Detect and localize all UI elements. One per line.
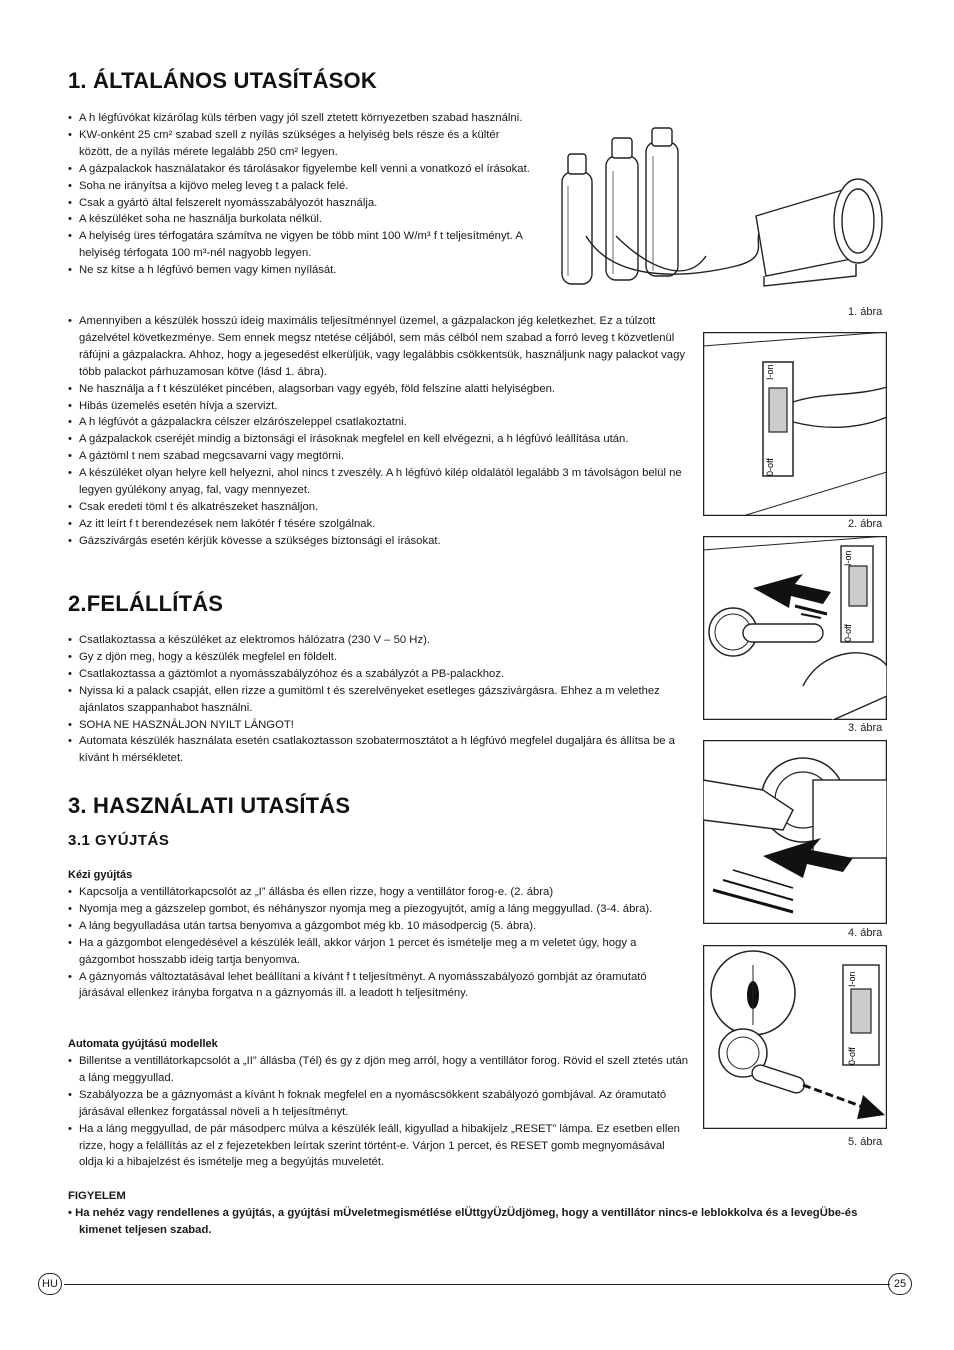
- list-item: • Az itt leírt f t berendezések nem lakótér f tésére szolgálnak.: [68, 516, 686, 533]
- section-1-list: [68, 110, 530, 279]
- list-item: • Ne sz kítse a h légfúvó bemen vagy kimen nyílását.: [68, 262, 530, 279]
- section-3-title: 3. HASZNÁLATI UTASÍTÁS: [68, 793, 351, 818]
- list-item: • Hibás üzemelés esetén hívja a szervizt.: [68, 398, 686, 415]
- figure-5-gauge: [703, 945, 887, 1129]
- list-item: • A láng begyulladása után tartsa benyomva a gázgombot még kb. 10 másodpercig (5. ábra).: [68, 918, 690, 935]
- warning-text: • Ha nehéz vagy rendellenes a gyújtás, a gyújtási mÜveletmegismétlése elÜttgyÜzÜdjömeg, hogy a ventillátor nincs-e leblokkolva és a levegÜbe-és kimenet teljesen szabad.: [68, 1207, 858, 1236]
- figure-2-caption: 2. ábra: [848, 518, 883, 530]
- list-item: • Gy z djön meg, hogy a készülék megfelel en földelt.: [68, 649, 690, 666]
- figure-1-cylinders-heater: [556, 126, 888, 306]
- list-item: • A helyiség üres térfogatára számítva ne vigyen be több mint 100 W/m³ f t teljesítményt. A helyiség térfogata 100 m³-nél nagyobb legyen.: [68, 228, 530, 262]
- switch-off-label: 0-off: [847, 1047, 857, 1065]
- list-item: • A készüléket olyan helyre kell helyezni, ahol nincs t zveszély. A h légfúvó kilép oldalától legalább 3 m távolságon belül ne legyen gyúlékony anyag, fal, vagy mennyezet.: [68, 465, 686, 499]
- list-item: • Billentse a ventillátorkapcsolót a „II” állásba (Tél) és gy z djön meg arról, hogy a ventillátor forog. Rövid el szell ztetés után a láng meggyullad.: [68, 1053, 690, 1087]
- section-2-list: [68, 632, 690, 767]
- list-item: • A h légfúvókat kizárólag küls térben vagy jól szell ztetett környezetben szabad használni.: [68, 110, 530, 127]
- list-item: • A h légfúvót a gázpalackra célszer elzárószeleppel csatlakoztatni.: [68, 414, 686, 431]
- figure-3-caption: 3. ábra: [848, 722, 883, 734]
- footer-rule: [64, 1284, 890, 1285]
- list-item: • Nyomja meg a gázszelep gombot, és néhányszor nyomja meg a piezogyujtót, amíg a láng meggyullad. (3-4. ábra).: [68, 901, 690, 918]
- switch-on-label: I-on: [843, 550, 853, 566]
- section-1-list-continued: [68, 313, 686, 550]
- list-item: • A gáztöml t nem szabad megcsavarni vagy megtörni.: [68, 448, 686, 465]
- figure-5-caption: 5. ábra: [848, 1136, 883, 1148]
- auto-ignition-list: [68, 1053, 690, 1171]
- figure-4-piezo: [703, 740, 887, 924]
- list-item: • KW-onként 25 cm² szabad szell z nyílás szükséges a helyiség bels része és a kültér között, de a nyílás mérete legalább 250 cm² legyen.: [68, 127, 530, 161]
- figure-1-caption: 1. ábra: [848, 306, 883, 318]
- list-item: • Csatlakoztassa a gáztömlot a nyomásszabályzóhoz és a szabályzót a PB-palackhoz.: [68, 666, 690, 683]
- list-item: • A készüléket soha ne használja burkolata nélkül.: [68, 211, 530, 228]
- switch-off-label: 0-off: [843, 624, 853, 642]
- list-item: • Szabályozza be a gáznyomást a kívánt h foknak megfelel en a nyomáscsökkent szabályozó gombjával. Az óramutató járásával ellenkez forgatással növeli a h teljesítményt.: [68, 1087, 690, 1121]
- list-item: • A gázpalackok cseréjét mindig a biztonsági el írásoknak megfelel en kell elvégezni, a h légfúvó leállítása után.: [68, 431, 686, 448]
- list-item: • A gáznyomás változtatásával lehet beállítani a kívánt f t teljesítményt. A nyomásszabályozó gombját az óramutató járásával ellenkez irányba forgatva n a gáznyomás ill. a leadott h teljesítmény.: [68, 969, 690, 1003]
- switch-off-label: 0-off: [765, 458, 775, 476]
- switch-on-label: I-on: [847, 971, 857, 987]
- list-item: • Kapcsolja a ventillátorkapcsolót az „I” állásba és ellen rizze, hogy a ventillátor forog-e. (2. ábra): [68, 884, 690, 901]
- language-badge: HU: [38, 1273, 62, 1295]
- list-item: • A gázpalackok használatakor és tárolásakor figyelembe kell venni a vonatkozó el írásokat.: [68, 161, 530, 178]
- list-item: • Csak eredeti töml t és alkatrészeket használjon.: [68, 499, 686, 516]
- section-3-1-title: 3.1 GYÚJTÁS: [68, 832, 170, 849]
- manual-ignition-list: [68, 884, 690, 1002]
- section-1-title: 1. ÁLTALÁNOS UTASÍTÁSOK: [68, 68, 377, 93]
- list-item: • Ha a gázgombot elengedésével a készülék leáll, akkor várjon 1 percet és ismételje meg a m veletet úgy, hogy a gázgombot hosszabb ideig tartja benyomva.: [68, 935, 690, 969]
- list-item: • Gázszivárgás esetén kérjük kövesse a szükséges biztonsági el írásokat.: [68, 533, 686, 550]
- list-item: • Ne használja a f t készüléket pincében, alagsorban vagy egyéb, föld felszíne alatti helyiségben.: [68, 381, 686, 398]
- page-number: 25: [888, 1273, 912, 1295]
- manual-ignition-heading: Kézi gyújtás: [68, 869, 133, 881]
- switch-on-label: I-on: [765, 364, 775, 380]
- warning-heading: FIGYELEM: [68, 1190, 126, 1202]
- list-item: • Csak a gyártó által felszerelt nyomásszabályozót használja.: [68, 195, 530, 212]
- figure-2-switch: [703, 332, 887, 516]
- list-item: • Nyissa ki a palack csapját, ellen rizze a gumitöml t és szerelvényeket esetleges gázszivárgásra. Ehhez a m velethez ajánlatos szappanhabot használni.: [68, 683, 690, 717]
- figure-3-gas-knob: [703, 536, 887, 720]
- list-item: • Automata készülék használata esetén csatlakoztasson szobatermosztátot a h légfúvó megfelel dugaljára és állítsa be a kívánt h mérsékletet.: [68, 733, 690, 767]
- list-item: • Ha a láng meggyullad, de pár másodperc múlva a készülék leáll, kigyullad a hibakijelz „RESET” lámpa. Ez esetben ellen rizze, hogy a felállítás az el z fejezetekben leírtak szerint történt-e. Várjon 1 percet, és RESET gomb megnyomásával oldja ki a hibajelzést és ismételje meg a begyújtás muveletét.: [68, 1121, 690, 1172]
- list-item: • Amennyiben a készülék hosszú ideig maximális teljesítménnyel üzemel, a gázpalackon jég keletkezhet. Ez a túlzott gázelvétel következménye. Sem ennek megsz ntetése céljából, sem más célból nem szabad a forró leveg t közvetlenül ráfújni a gázpalackra. Ahhoz, hogy a jegesedést elkerüljük, vagy legalábbis csökkentsük, használjunk nagy palackot vagy több palackot párhuzamosan kötve (lásd 1. ábra).: [68, 313, 686, 381]
- section-2-title: 2.FELÁLLÍTÁS: [68, 591, 224, 616]
- list-item: • Soha ne irányítsa a kijövo meleg leveg t a palack felé.: [68, 178, 530, 195]
- list-item: • Csatlakoztassa a készüléket az elektromos hálózatra (230 V – 50 Hz).: [68, 632, 690, 649]
- auto-ignition-heading: Automata gyújtású modellek: [68, 1038, 218, 1050]
- figure-4-caption: 4. ábra: [848, 927, 883, 939]
- list-item: • SOHA NE HASZNÁLJON NYILT LÁNGOT!: [68, 717, 690, 734]
